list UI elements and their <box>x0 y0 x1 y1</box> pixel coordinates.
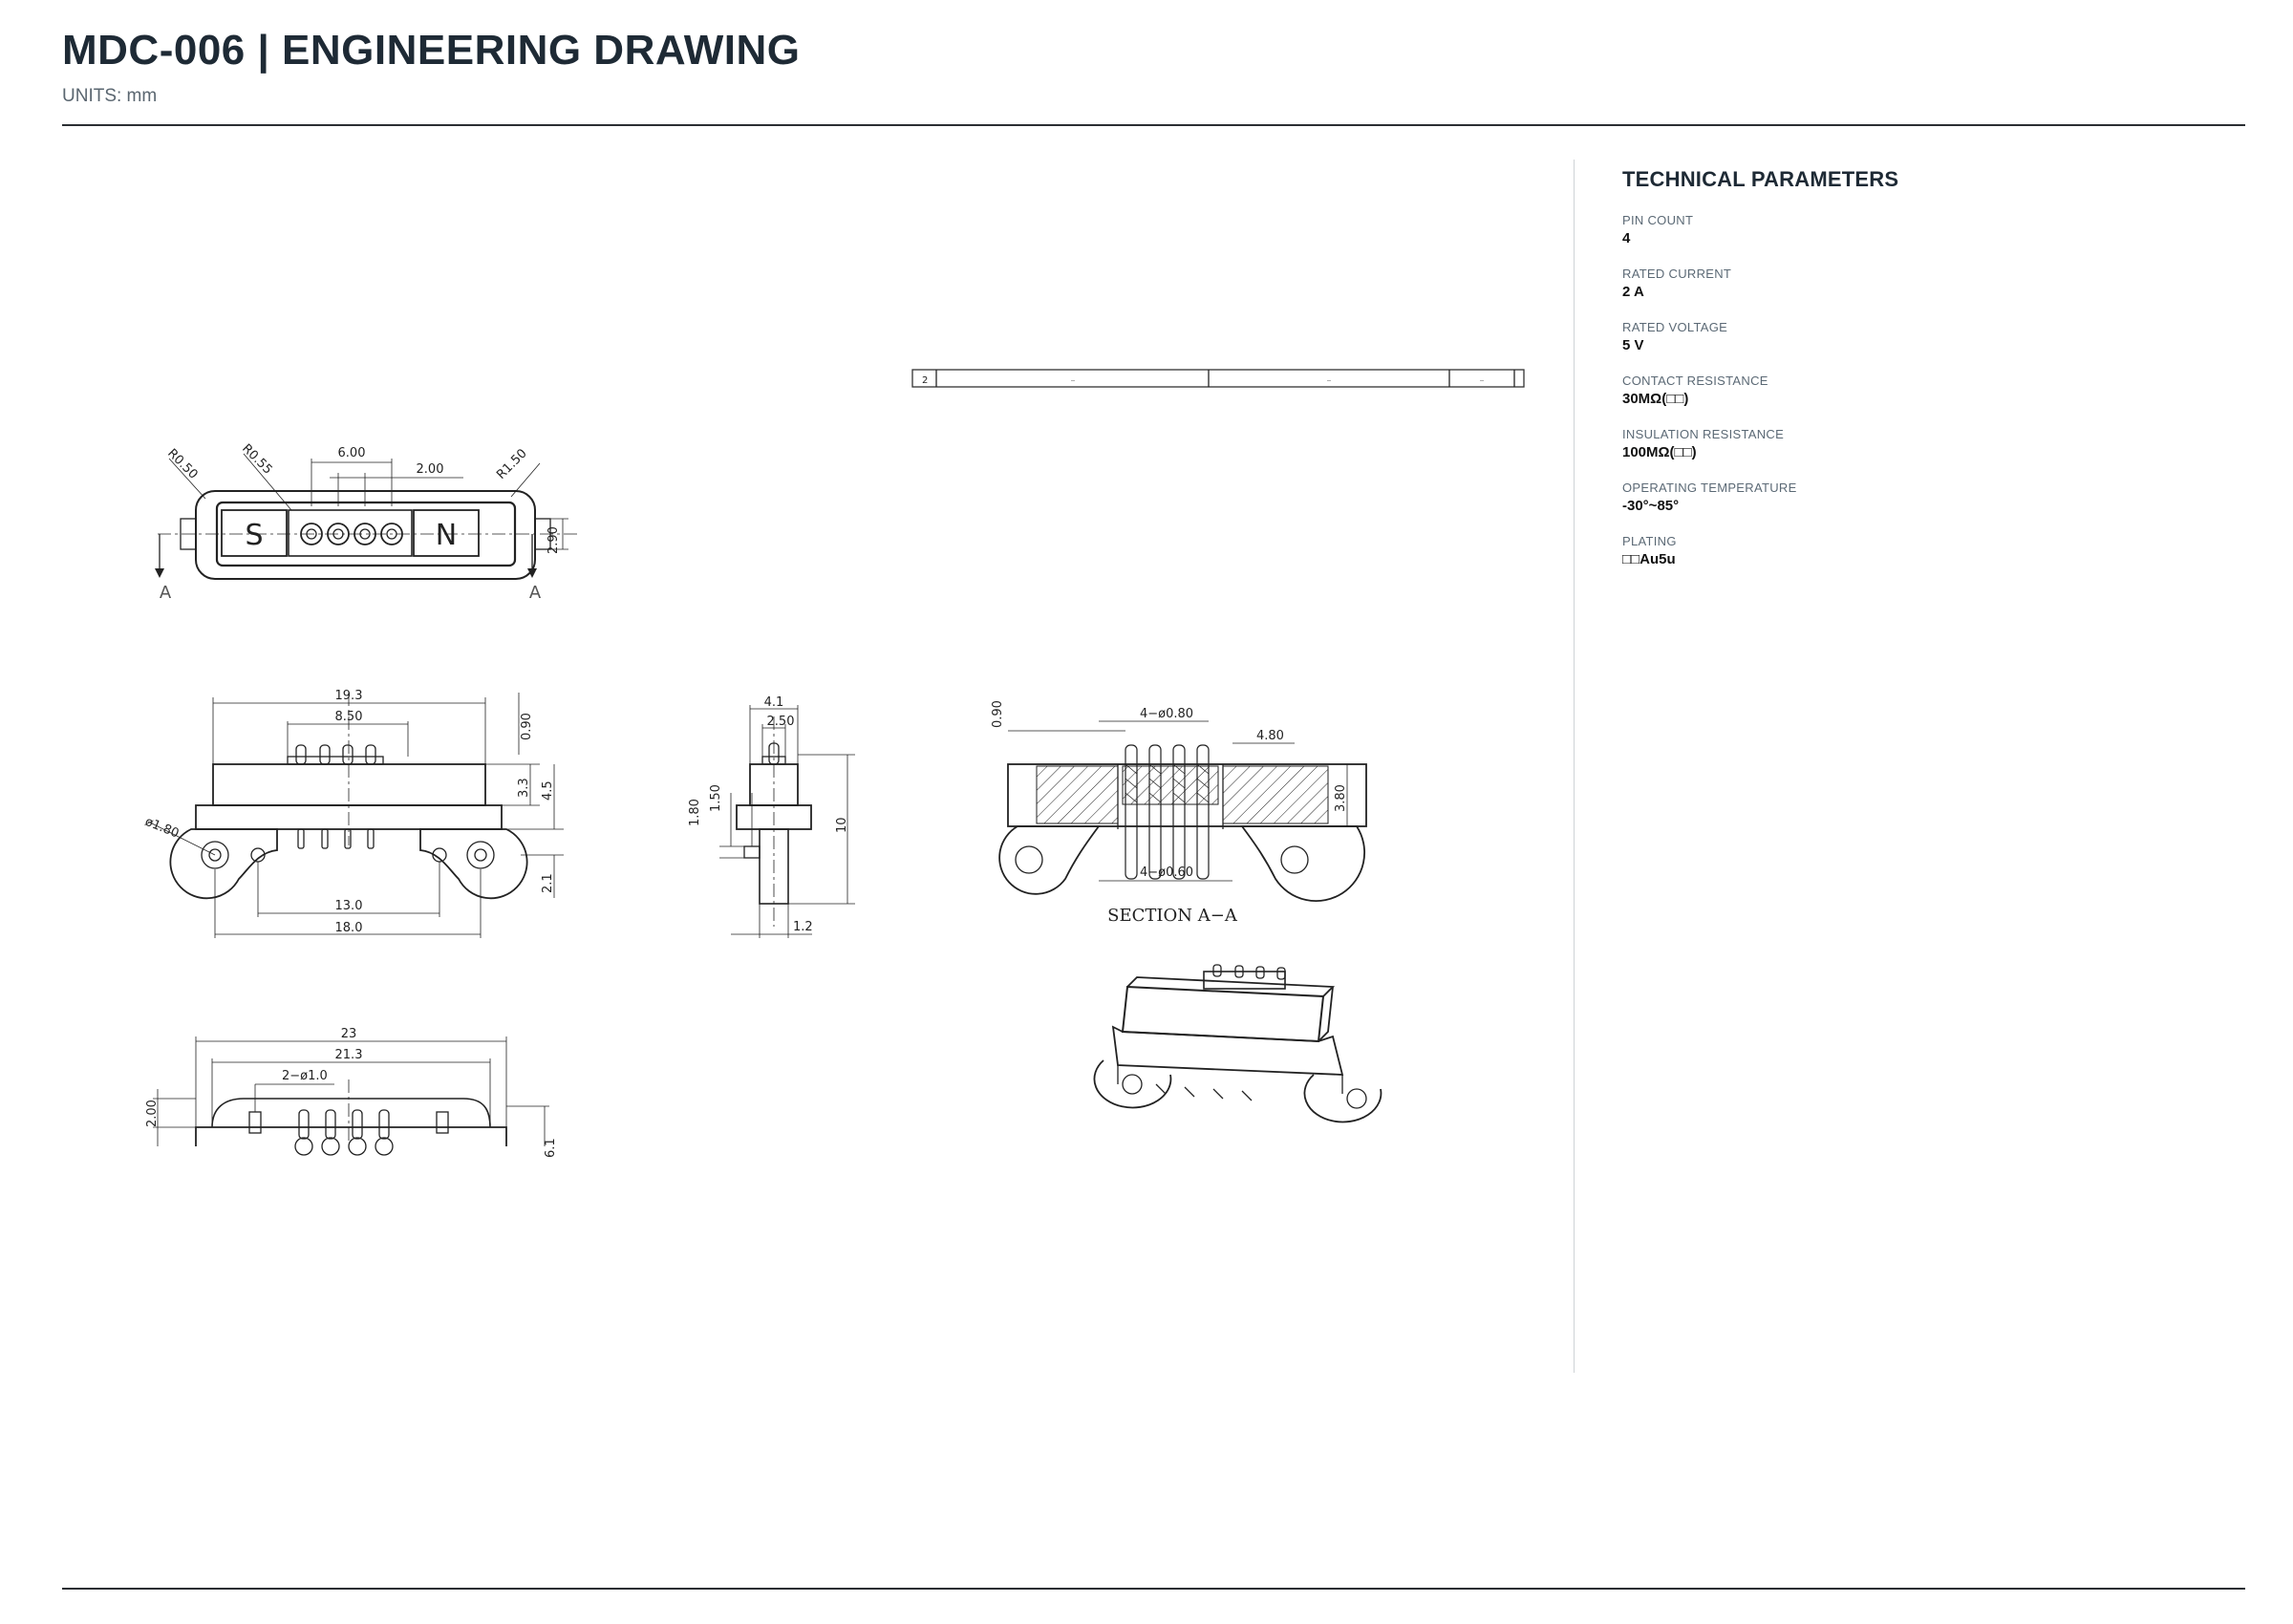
param-label: PLATING <box>1622 534 1677 548</box>
section-mark: A <box>528 583 542 603</box>
param-label: RATED VOLTAGE <box>1622 320 1728 334</box>
dim-bottom-overall: 23 <box>340 1027 357 1041</box>
param-value: 4 <box>1622 230 1631 246</box>
param-value: 5 V <box>1622 337 1644 353</box>
dim-top-2: 2.00 <box>416 462 444 477</box>
dim-front-h2: 3.3 <box>517 778 531 798</box>
top-view <box>155 441 578 603</box>
bottom-view <box>145 1027 558 1158</box>
page-title: MDC-006 | ENGINEERING DRAWING <box>62 27 801 74</box>
params-title: TECHNICAL PARAMETERS <box>1622 167 1899 191</box>
dim-section-top: 0.90 <box>991 700 1005 728</box>
dim-side-foot: 1.2 <box>793 920 813 934</box>
dim-section-right: 4.80 <box>1256 729 1284 743</box>
dim-bottom-inner: 21.3 <box>334 1048 363 1062</box>
param-label: OPERATING TEMPERATURE <box>1622 481 1797 495</box>
param-insulation-resistance <box>1622 427 2243 460</box>
param-label: PIN COUNT <box>1622 213 1694 227</box>
pole-n-label: N <box>435 519 458 552</box>
units-label: UNITS: mm <box>62 86 158 106</box>
param-rated-current <box>1622 267 2243 300</box>
dim-front-h3: 4.5 <box>541 780 555 801</box>
dim-front-ear: 2.1 <box>541 873 555 893</box>
param-rated-voltage <box>1622 320 2243 353</box>
param-label: INSULATION RESISTANCE <box>1622 427 1785 441</box>
dim-section-pins-top: 4−ø0.80 <box>1140 707 1194 721</box>
dim-front-earspan: 18.0 <box>334 921 363 935</box>
dim-side-w2: 2.50 <box>766 715 795 729</box>
dim-section-height: 3.80 <box>1334 784 1348 812</box>
pole-s-label: S <box>245 519 264 552</box>
param-value: -30°~85° <box>1622 498 1680 514</box>
dim-top-height: 2.90 <box>546 526 561 554</box>
param-pin-count <box>1622 213 2243 246</box>
radius-label: R0.50 <box>164 446 201 482</box>
param-label: CONTACT RESISTANCE <box>1622 374 1768 388</box>
side-view <box>688 695 855 938</box>
dim-side-h2: 1.50 <box>709 784 723 812</box>
technical-parameters-panel <box>1622 167 2243 588</box>
panel-divider <box>1574 160 1575 1373</box>
dim-bottom-holes: 2−ø1.0 <box>282 1069 328 1083</box>
dim-front-hole: ø1.80 <box>142 814 182 842</box>
footer-rule <box>62 1588 2245 1590</box>
radius-label: R1.50 <box>494 446 530 482</box>
dim-front-holespan: 13.0 <box>334 899 363 913</box>
front-view <box>143 689 564 938</box>
param-contact-resistance <box>1622 374 2243 407</box>
param-plating <box>1622 534 2243 567</box>
section-mark: A <box>159 583 172 603</box>
dim-front-overall: 19.3 <box>334 689 363 703</box>
title-block-cell: – <box>1479 375 1485 386</box>
param-value: 30MΩ(□□) <box>1622 391 1689 407</box>
radius-label: R0.55 <box>239 441 275 478</box>
param-label: RATED CURRENT <box>1622 267 1732 281</box>
title-block-cell: – <box>1070 375 1076 386</box>
dim-bottom-h1: 2.00 <box>145 1100 160 1127</box>
section-view <box>991 700 1366 926</box>
dim-section-pins-bottom: 4−ø0.60 <box>1140 865 1194 880</box>
title-block-cell: – <box>1326 375 1332 386</box>
dim-front-h1: 0.90 <box>520 713 534 740</box>
isometric-view <box>1094 965 1381 1122</box>
engineering-drawing <box>62 143 1557 1385</box>
header-rule <box>62 124 2245 126</box>
title-block <box>912 370 1524 387</box>
dim-side-h1: 1.80 <box>688 799 702 826</box>
dim-side-total: 10 <box>835 817 849 833</box>
param-value: 100MΩ(□□) <box>1622 444 1697 460</box>
dim-front-pinspan: 8.50 <box>334 710 363 724</box>
param-value: 2 A <box>1622 284 1644 300</box>
param-operating-temperature <box>1622 481 2243 514</box>
page-header <box>62 27 800 107</box>
param-value: □□Au5u <box>1622 551 1676 567</box>
section-caption: SECTION A−A <box>1107 906 1237 926</box>
dim-bottom-h2: 6.1 <box>544 1138 558 1158</box>
title-block-rev: 2 <box>922 375 929 386</box>
dim-top-6: 6.00 <box>337 446 366 460</box>
dim-side-w1: 4.1 <box>763 695 784 710</box>
